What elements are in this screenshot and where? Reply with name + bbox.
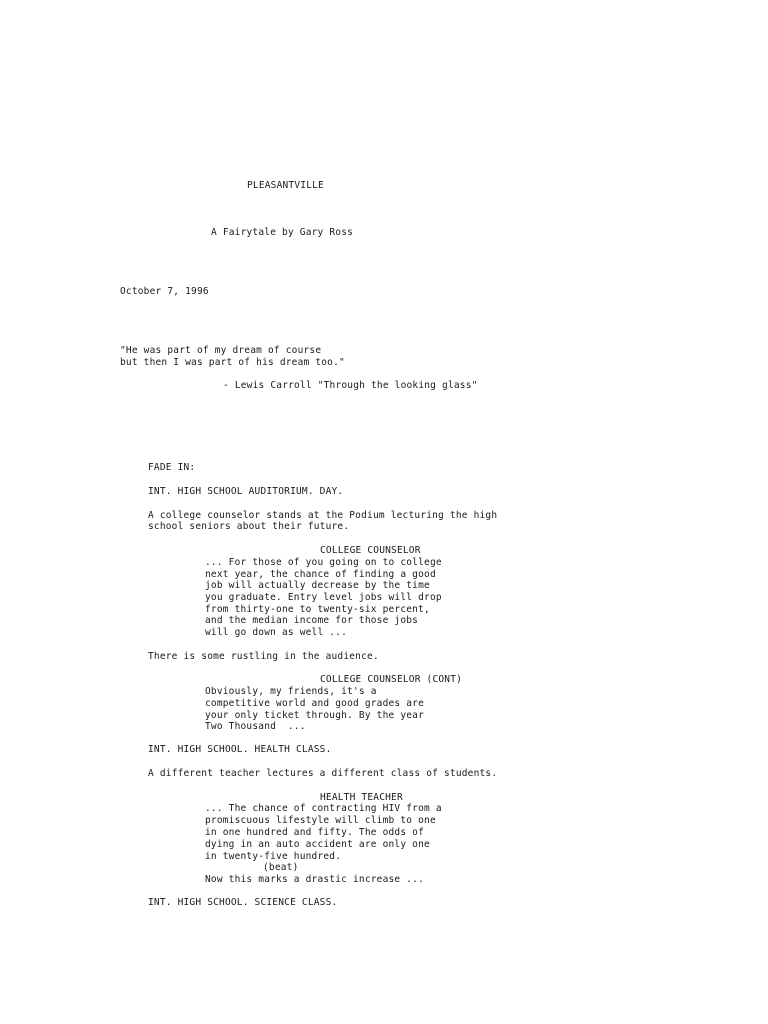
dialogue-line: job will actually decrease by the time <box>205 580 430 591</box>
parenthetical: (beat) <box>263 862 299 873</box>
dialogue-line: competitive world and good grades are <box>205 698 425 709</box>
character-name: COLLEGE COUNSELOR <box>320 545 421 556</box>
dialogue-line: in twenty-five hundred. <box>205 851 342 862</box>
dialogue-line: and the median income for those jobs <box>205 615 419 626</box>
dialogue-line: you graduate. Entry level jobs will drop <box>205 592 442 603</box>
dialogue-line: ... For those of you going on to college <box>205 557 442 568</box>
dialogue-line: your only ticket through. By the year <box>205 710 425 721</box>
dialogue-line: ... The chance of contracting HIV from a <box>205 803 442 814</box>
scene-heading-science-class: INT. HIGH SCHOOL. SCIENCE CLASS. <box>148 897 338 908</box>
dialogue-line: dying in an auto accident are only one <box>205 839 430 850</box>
dialogue-line: Now this marks a drastic increase ... <box>205 874 425 885</box>
epigraph-attribution: - Lewis Carroll "Through the looking glass" <box>223 380 478 391</box>
action-line: A college counselor stands at the Podium lecturing the high <box>148 510 498 521</box>
character-name: HEALTH TEACHER <box>320 792 403 803</box>
dialogue-line: will go down as well ... <box>205 627 348 638</box>
character-name: COLLEGE COUNSELOR (CONT) <box>320 674 463 685</box>
fade-in-transition: FADE IN: <box>148 462 196 473</box>
dialogue-line: Two Thousand ... <box>205 721 306 732</box>
action-line: school seniors about their future. <box>148 521 350 532</box>
epigraph-line-2: but then I was part of his dream too." <box>120 357 345 368</box>
script-title: PLEASANTVILLE <box>247 180 324 191</box>
action-line: A different teacher lectures a different class of students. <box>148 768 498 779</box>
dialogue-line: in one hundred and fifty. The odds of <box>205 827 425 838</box>
scene-heading-health-class: INT. HIGH SCHOOL. HEALTH CLASS. <box>148 744 332 755</box>
script-date: October 7, 1996 <box>120 286 209 297</box>
dialogue-line: Obviously, my friends, it's a <box>205 686 377 697</box>
script-byline: A Fairytale by Gary Ross <box>211 227 354 238</box>
scene-heading-auditorium: INT. HIGH SCHOOL AUDITORIUM. DAY. <box>148 486 344 497</box>
epigraph-line-1: "He was part of my dream of course <box>120 345 322 356</box>
dialogue-line: promiscuous lifestyle will climb to one <box>205 815 436 826</box>
action-line: There is some rustling in the audience. <box>148 651 379 662</box>
dialogue-line: next year, the chance of finding a good <box>205 569 436 580</box>
dialogue-line: from thirty-one to twenty-six percent, <box>205 604 430 615</box>
